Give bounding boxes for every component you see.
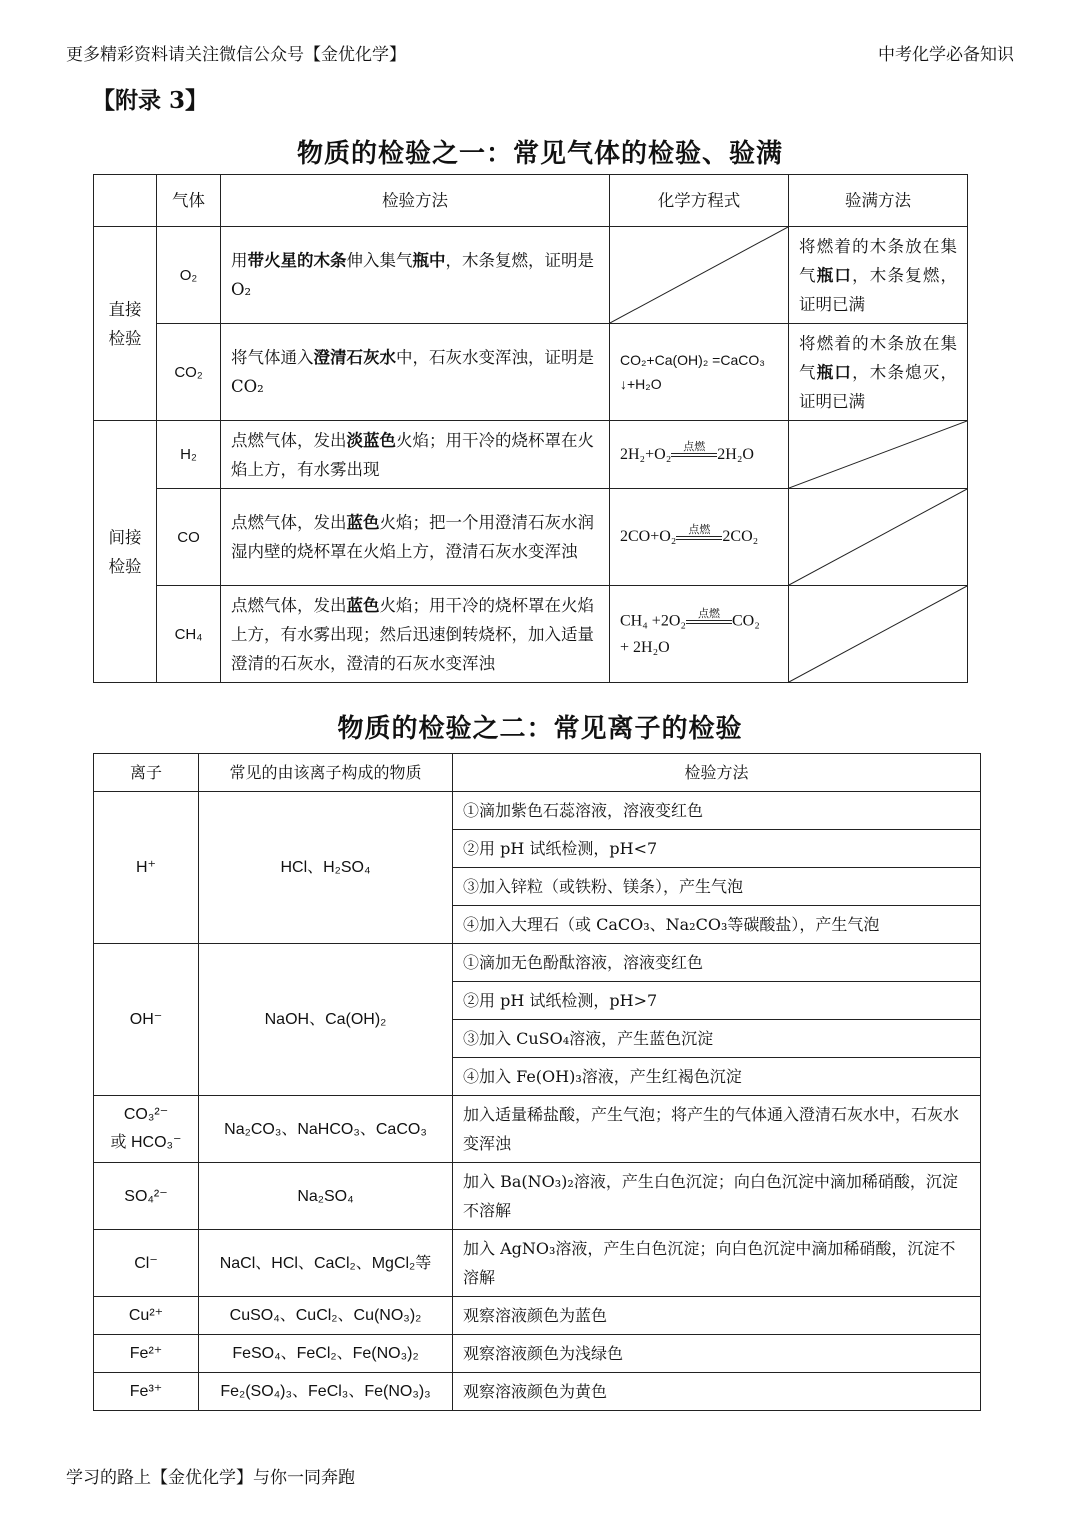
- header-gas: 气体: [157, 175, 221, 227]
- ion-substances: HCl、H₂SO₄: [199, 792, 453, 944]
- gas-name: CO₂: [157, 324, 221, 421]
- ion-name: Fe³⁺: [94, 1373, 199, 1411]
- group-indirect: 间接 检验: [94, 421, 157, 683]
- ion-substances: NaCl、HCl、CaCl₂、MgCl₂等: [199, 1230, 453, 1297]
- ion-substances: CuSO₄、CuCl₂、Cu(NO₃)₂: [199, 1297, 453, 1335]
- table-row: [94, 1373, 981, 1411]
- ion-name: CO₃²⁻ 或 HCO₃⁻: [94, 1096, 199, 1163]
- ion-name: OH⁻: [94, 944, 199, 1096]
- table-row: [94, 421, 968, 489]
- ion-name: H⁺: [94, 792, 199, 944]
- full-check-text: 将燃着的木条放在集气瓶口，木条熄灭，证明已满: [789, 324, 968, 421]
- gas-name: H₂: [157, 421, 221, 489]
- equation: 2H₂+O₂ 点燃 2H₂O: [610, 421, 789, 489]
- gas-name: O₂: [157, 227, 221, 324]
- ion-table-header: [94, 754, 981, 792]
- gas-name: CH₄: [157, 586, 221, 683]
- test-method: 观察溶液颜色为浅绿色: [453, 1335, 981, 1373]
- test-method: 加入 AgNO₃溶液，产生白色沉淀；向白色沉淀中滴加稀硝酸，沉淀不溶解: [453, 1230, 981, 1297]
- equation: CO₂+Ca(OH)₂ =CaCO₃ ↓+H₂O: [610, 324, 789, 421]
- test-method: 观察溶液颜色为黄色: [453, 1373, 981, 1411]
- table-row: [94, 227, 968, 324]
- table-row: [94, 792, 981, 830]
- header-equation: 化学方程式: [610, 175, 789, 227]
- blank-cell: [789, 421, 968, 489]
- appendix-label: 【附录 3】: [92, 87, 209, 114]
- ion-name: Cl⁻: [94, 1230, 199, 1297]
- ion-name: SO₄²⁻: [94, 1163, 199, 1230]
- table-row: [94, 1096, 981, 1163]
- blank-cell: [789, 586, 968, 683]
- table-row: [94, 586, 968, 683]
- test-method: 观察溶液颜色为蓝色: [453, 1297, 981, 1335]
- blank-cell: [789, 489, 968, 586]
- method-text: 点燃气体，发出蓝色火焰；把一个用澄清石灰水润湿内壁的烧杯罩在火焰上方，澄清石灰水变浑浊: [221, 489, 610, 586]
- section2-title: 物质的检验之二：常见离子的检验: [337, 714, 743, 744]
- header-test-method: 检验方法: [453, 754, 981, 792]
- table-row: [94, 1230, 981, 1297]
- section1-title: 物质的检验之一：常见气体的检验、验满: [296, 139, 783, 169]
- group-direct: 直接 检验: [94, 227, 157, 421]
- header-full-check: 验满方法: [789, 175, 968, 227]
- test-method: ④加入大理石（或 CaCO₃、Na₂CO₃等碳酸盐），产生气泡: [453, 906, 981, 944]
- table-row: [94, 1163, 981, 1230]
- header-right: 中考化学必备知识: [878, 45, 1014, 65]
- table-row: [94, 324, 968, 421]
- ion-table: [93, 753, 981, 1411]
- method-text: 将气体通入澄清石灰水中，石灰水变浑浊，证明是 CO₂: [221, 324, 610, 421]
- test-method: 加入 Ba(NO₃)₂溶液，产生白色沉淀；向白色沉淀中滴加稀硝酸，沉淀不溶解: [453, 1163, 981, 1230]
- test-method: ④加入 Fe(OH)₃溶液，产生红褐色沉淀: [453, 1058, 981, 1096]
- test-method: ①滴加紫色石蕊溶液，溶液变红色: [453, 792, 981, 830]
- equation: CH₄ +2O₂ 点燃 CO₂ + 2H₂O: [610, 586, 789, 683]
- ion-substances: NaOH、Ca(OH)₂: [199, 944, 453, 1096]
- ion-substances: Fe₂(SO₄)₃、FeCl₃、Fe(NO₃)₃: [199, 1373, 453, 1411]
- test-method: ③加入 CuSO₄溶液，产生蓝色沉淀: [453, 1020, 981, 1058]
- equation: 2CO+O₂ 点燃 2CO₂: [610, 489, 789, 586]
- blank-cell: [610, 227, 789, 324]
- ion-substances: Na₂CO₃、NaHCO₃、CaCO₃: [199, 1096, 453, 1163]
- table-row: [94, 1335, 981, 1373]
- test-method: ②用 pH 试纸检测，pH<7: [453, 830, 981, 868]
- ion-substances: Na₂SO₄: [199, 1163, 453, 1230]
- footer-text: 学习的路上【金优化学】与你一同奔跑: [66, 1468, 355, 1488]
- gas-table: [93, 174, 968, 683]
- header-method: 检验方法: [221, 175, 610, 227]
- ion-substances: FeSO₄、FeCl₂、Fe(NO₃)₂: [199, 1335, 453, 1373]
- ion-name: Cu²⁺: [94, 1297, 199, 1335]
- test-method: ①滴加无色酚酞溶液，溶液变红色: [453, 944, 981, 982]
- gas-name: CO: [157, 489, 221, 586]
- method-text: 点燃气体，发出淡蓝色火焰；用干冷的烧杯罩在火焰上方，有水雾出现: [221, 421, 610, 489]
- test-method: ③加入锌粒（或铁粉、镁条），产生气泡: [453, 868, 981, 906]
- full-check-text: 将燃着的木条放在集气瓶口，木条复燃，证明已满: [789, 227, 968, 324]
- table-row: [94, 489, 968, 586]
- header-substances: 常见的由该离子构成的物质: [199, 754, 453, 792]
- test-method: ②用 pH 试纸检测，pH>7: [453, 982, 981, 1020]
- header-ion: 离子: [94, 754, 199, 792]
- header-left: 更多精彩资料请关注微信公众号【金优化学】: [66, 45, 406, 65]
- table-row: [94, 1297, 981, 1335]
- gas-table-header: [94, 175, 968, 227]
- table-row: [94, 944, 981, 982]
- test-method: 加入适量稀盐酸，产生气泡；将产生的气体通入澄清石灰水中，石灰水变浑浊: [453, 1096, 981, 1163]
- method-text: 点燃气体，发出蓝色火焰；用干冷的烧杯罩在火焰上方，有水雾出现；然后迅速倒转烧杯，加入适量澄清的石灰水，澄清的石灰水变浑浊: [221, 586, 610, 683]
- ion-name: Fe²⁺: [94, 1335, 199, 1373]
- method-text: 用带火星的木条伸入集气瓶中，木条复燃，证明是 O₂: [221, 227, 610, 324]
